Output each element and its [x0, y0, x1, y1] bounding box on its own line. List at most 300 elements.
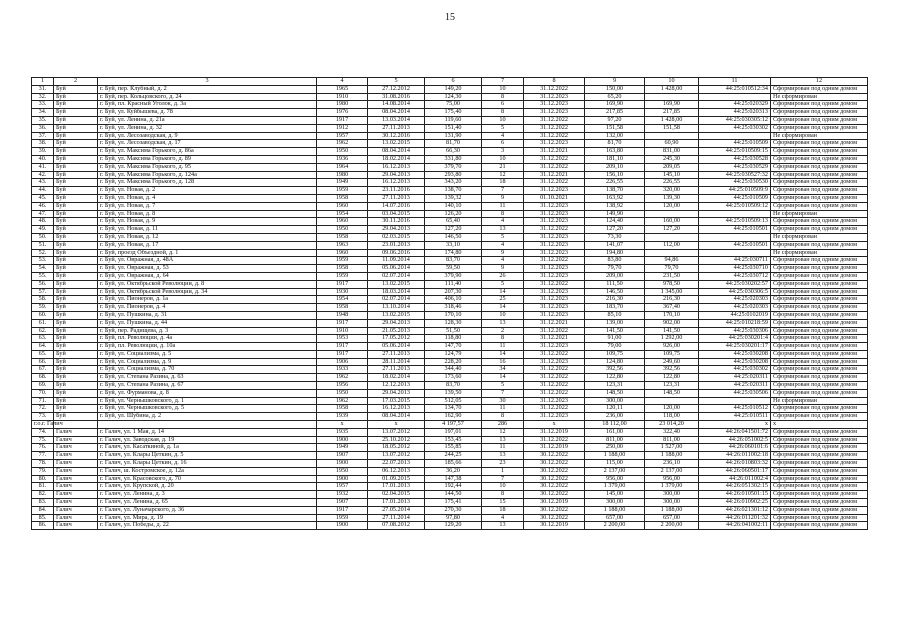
table-cell: 978,50 — [645, 280, 699, 288]
table-cell: 831,00 — [645, 148, 699, 156]
table-cell: 18 — [482, 179, 524, 187]
table-cell: 270,30 — [425, 506, 482, 514]
table-cell: Сформирован под одним домом — [771, 288, 868, 296]
table-cell: 1959 — [317, 514, 368, 522]
table-cell: 1900 — [317, 460, 368, 468]
table-cell: 8 — [482, 491, 524, 499]
table-cell: 1953 — [317, 335, 368, 343]
table-cell: 134,70 — [425, 405, 482, 413]
table-cell: 11 — [482, 202, 524, 210]
table-cell: 141,07 — [585, 241, 645, 249]
table-cell: 657,00 — [645, 514, 699, 522]
table-cell: г. Галич, ул. 1 Мая, д. 14 — [98, 428, 317, 436]
table-cell: 70. — [32, 389, 54, 397]
table-cell: 44:26:010501:15 — [699, 491, 771, 499]
table-cell: 31.12.2022 — [524, 405, 585, 413]
table-cell: 1 188,00 — [585, 452, 645, 460]
table-cell: 44:25:030305:12 — [699, 116, 771, 124]
table-cell: 82. — [32, 491, 54, 499]
table-cell: 120,11 — [585, 405, 645, 413]
table-cell: Галич — [54, 444, 98, 452]
table-cell: г. Буй, ул. Фурманова, д. 8 — [98, 389, 317, 397]
table-cell: Буй — [54, 179, 98, 187]
table-cell: Сформирован под одним домом — [771, 194, 868, 202]
table-cell: 94,86 — [645, 257, 699, 265]
table-cell: Сформирован под одним домом — [771, 444, 868, 452]
table-cell: 926,00 — [645, 343, 699, 351]
table-cell: 31.12.2023 — [524, 93, 585, 101]
table-cell: 1917 — [317, 343, 368, 351]
table-cell: г. Буй, ул. Новая, д. 2 — [98, 187, 317, 195]
table-cell: 1 428,00 — [645, 85, 699, 93]
table-cell: 5 — [482, 233, 524, 241]
table-cell: Буй — [54, 296, 98, 304]
table-cell: 4 — [317, 78, 368, 86]
table-cell: Сформирован под одним домом — [771, 109, 868, 117]
table-cell: 13.03.2014 — [368, 116, 425, 124]
table-cell: 228,20 — [425, 358, 482, 366]
table-cell: Сформирован под одним домом — [771, 350, 868, 358]
table-cell: 85. — [32, 514, 54, 522]
table-cell: 3 — [98, 78, 317, 86]
table-cell: Галич — [54, 428, 98, 436]
table-cell: 38. — [32, 140, 54, 148]
table-cell: 1 188,00 — [645, 506, 699, 514]
table-cell: 52. — [32, 249, 54, 257]
table-cell: 155,85 — [425, 444, 482, 452]
table-cell: 44:26:041501:72 — [699, 428, 771, 436]
table-cell: 9 — [585, 78, 645, 86]
table-cell: 1960 — [317, 249, 368, 257]
table-cell: 23.01.2013 — [368, 241, 425, 249]
table-cell: 81,70 — [425, 140, 482, 148]
table-cell: 30.11.2016 — [368, 218, 425, 226]
table-cell: 1948 — [317, 311, 368, 319]
table-cell: 811,00 — [645, 436, 699, 444]
table-cell: 46. — [32, 202, 54, 210]
table-cell: 7 — [482, 389, 524, 397]
table-cell: 31.12.2023 — [524, 140, 585, 148]
table-cell: 161,00 — [585, 428, 645, 436]
table-cell: 31.12.2023 — [524, 210, 585, 218]
table-cell: 7 — [482, 475, 524, 483]
table-cell: Сформирован под одним домом — [771, 304, 868, 312]
table-cell: 33,10 — [425, 241, 482, 249]
table-cell: 31.08.2016 — [368, 93, 425, 101]
table-cell: 13.02.2015 — [368, 280, 425, 288]
table-cell: 30.12.2022 — [524, 452, 585, 460]
table-cell: 343,20 — [425, 179, 482, 187]
table-cell: 31.12.2022 — [524, 280, 585, 288]
table-cell: Сформирован под одним домом — [771, 155, 868, 163]
table-cell: 36,20 — [425, 467, 482, 475]
table-cell: 31.12.2019 — [524, 428, 585, 436]
table-cell: 31.12.2023 — [524, 249, 585, 257]
table-cell: г. Буй, ул. Максима Горького, д. 128 — [98, 179, 317, 187]
table-cell: 1964 — [317, 163, 368, 171]
table-cell: 34 — [482, 366, 524, 374]
table-cell: 1976 — [317, 109, 368, 117]
table-cell: 31.12.2023 — [524, 413, 585, 421]
table-cell: г. Буй, пер. Радищева, д. 3 — [98, 327, 317, 335]
table-cell: 79,70 — [645, 265, 699, 273]
table-cell: 05.06.2014 — [368, 343, 425, 351]
table-cell: 44:25:010501 — [699, 226, 771, 234]
table-cell: 80. — [32, 475, 54, 483]
table-cell: 2 137,00 — [585, 467, 645, 475]
table-cell: 31.12.2022 — [524, 257, 585, 265]
table-cell: Сформирован под одним домом — [771, 389, 868, 397]
table-cell: 119,60 — [425, 116, 482, 124]
table-cell: 145,00 — [585, 491, 645, 499]
table-cell: x — [368, 421, 425, 429]
table-cell: г. Буй, ул. Чернышковского, д. 1 — [98, 397, 317, 405]
table-body — [32, 78, 868, 530]
table-cell: 249,60 — [645, 358, 699, 366]
table-cell: 1 292,00 — [645, 335, 699, 343]
table-cell: Сформирован под одним домом — [771, 116, 868, 124]
table-cell: 77. — [32, 452, 54, 460]
table-cell: 29.04.2013 — [368, 226, 425, 234]
table-cell: 1900 — [317, 475, 368, 483]
table-cell: Сформирован под одним домом — [771, 140, 868, 148]
table-row — [32, 163, 868, 171]
table-cell: 956,00 — [645, 475, 699, 483]
table-cell: 25 — [482, 296, 524, 304]
table-cell: 1 428,00 — [645, 116, 699, 124]
table-cell: 111,40 — [425, 280, 482, 288]
table-cell: 84. — [32, 506, 54, 514]
table-cell: 1907 — [317, 452, 368, 460]
table-cell: г. Буй, ул. Максима Горького, д. 89 — [98, 155, 317, 163]
table-row — [32, 522, 868, 530]
table-cell: 78. — [32, 460, 54, 468]
table-cell: 13.02.2015 — [368, 140, 425, 148]
table-cell: 5 — [482, 280, 524, 288]
table-cell: 170,10 — [645, 311, 699, 319]
table-cell: 379,70 — [425, 163, 482, 171]
table-cell: Буй — [54, 265, 98, 273]
table-cell: 1958 — [317, 194, 368, 202]
table-cell: г. Буй, ул. Овражная, д. 53 — [98, 265, 317, 273]
table-cell: 322,40 — [645, 428, 699, 436]
table-cell: Галич — [54, 467, 98, 475]
table-row — [32, 319, 868, 327]
table-cell: 1957 — [317, 132, 368, 140]
table-cell: 31.12.2023 — [524, 304, 585, 312]
table-cell: 1962 — [317, 397, 368, 405]
table-cell: 63. — [32, 335, 54, 343]
table-row — [32, 389, 868, 397]
table-cell: 03.04.2015 — [368, 210, 425, 218]
table-cell: 144,50 — [425, 491, 482, 499]
table-cell: Галич — [54, 506, 98, 514]
table-cell: 31.12.2022 — [524, 389, 585, 397]
table-cell: 81. — [32, 483, 54, 491]
table-cell: 64. — [32, 343, 54, 351]
table-cell: Сформирован под одним домом — [771, 319, 868, 327]
table-cell: 209,05 — [645, 163, 699, 171]
table-cell: 31.12.2023 — [524, 358, 585, 366]
table-cell: 72. — [32, 405, 54, 413]
table-cell: 209,00 — [585, 272, 645, 280]
table-cell: 109,75 — [585, 350, 645, 358]
table-cell: 1 345,00 — [645, 288, 699, 296]
table-cell: 1939 — [317, 413, 368, 421]
table-cell: г. Буй, ул. Чернышковского, д. 5 — [98, 405, 317, 413]
table-cell: 1963 — [317, 241, 368, 249]
table-cell: 122,80 — [645, 374, 699, 382]
table-cell: 131,90 — [425, 132, 482, 140]
table-cell: 91,00 — [585, 335, 645, 343]
table-cell: 9 — [482, 194, 524, 202]
table-cell: 21 — [482, 163, 524, 171]
table-cell: 06.12.2013 — [368, 467, 425, 475]
table-cell: г. Буй, пл. Революции, д. 4а — [98, 335, 317, 343]
table-cell: г. Буй, ул. Октябрьской Революции, д. 8 — [98, 280, 317, 288]
table-cell: 4 — [482, 132, 524, 140]
table-cell: 31.12.2023 — [524, 109, 585, 117]
table-cell: 5 — [482, 124, 524, 132]
table-cell: Сформирован под одним домом — [771, 257, 868, 265]
table-cell: 118,00 — [645, 413, 699, 421]
table-cell: 31.12.2022 — [524, 366, 585, 374]
table-cell: Галич — [54, 483, 98, 491]
table-cell: 17.01.2013 — [368, 499, 425, 507]
table-cell: 62. — [32, 327, 54, 335]
table-cell: 13 — [482, 452, 524, 460]
table-cell: Буй — [54, 413, 98, 421]
table-cell: 44:25:0102019 — [699, 311, 771, 319]
table-cell: 29.04.2013 — [368, 171, 425, 179]
table-cell: 245,30 — [645, 155, 699, 163]
table-cell: 1917 — [317, 280, 368, 288]
table-cell: Сформирован под одним домом — [771, 85, 868, 93]
table-cell: 293,80 — [425, 171, 482, 179]
table-cell: 44:25:030202:57 — [699, 280, 771, 288]
table-cell: 44:25:010512 — [699, 405, 771, 413]
table-cell: 31.12.2022 — [524, 374, 585, 382]
table-cell: 236,10 — [645, 460, 699, 468]
table-cell: Буй — [54, 148, 98, 156]
table-cell: г. Буй, ул. Овражная, д. 48А — [98, 257, 317, 265]
table-cell: 1900 — [317, 436, 368, 444]
table-cell: 151,58 — [585, 124, 645, 132]
table-cell: 44:25:010509:9 — [699, 187, 771, 195]
table-cell: 56. — [32, 280, 54, 288]
table-cell: 44:25:030506 — [699, 389, 771, 397]
table-cell: 18.02.2014 — [368, 155, 425, 163]
table-cell: 59,50 — [425, 265, 482, 273]
table-cell: 1980 — [317, 101, 368, 109]
table-cell: 13 — [482, 226, 524, 234]
table-cell: 141,50 — [585, 327, 645, 335]
table-cell: 44:25:010509:12 — [699, 202, 771, 210]
table-cell: 83. — [32, 499, 54, 507]
table-cell: 170,10 — [425, 311, 482, 319]
table-cell: 9 — [482, 265, 524, 273]
table-cell: 4 — [482, 257, 524, 265]
table-cell: 76. — [32, 444, 54, 452]
table-cell: г. Буй, ул. Социализма, д. 5 — [98, 350, 317, 358]
table-cell: 09.06.2016 — [368, 249, 425, 257]
table-cell: 44:25:030710 — [699, 265, 771, 273]
table-cell: г. Буй, ул. Пионеров, д. 4 — [98, 304, 317, 312]
table-cell: 128,30 — [425, 319, 482, 327]
table-cell: 1950 — [317, 226, 368, 234]
table-cell: 31.12.2022 — [524, 155, 585, 163]
table-cell: 6 — [425, 78, 482, 86]
table-cell: Сформирован под одним домом — [771, 499, 868, 507]
table-cell: Галич — [54, 436, 98, 444]
table-cell: 175,40 — [425, 109, 482, 117]
table-cell: 02.07.2014 — [368, 272, 425, 280]
table-cell: Не сформирован — [771, 233, 868, 241]
table-cell: 217,85 — [645, 109, 699, 117]
table-cell: Сформирован под одним домом — [771, 460, 868, 468]
table-cell: Буй — [54, 202, 98, 210]
table-cell: Сформирован под одним домом — [771, 171, 868, 179]
table-cell: 141,50 — [645, 327, 699, 335]
table-cell: 44:26:010902:25 — [699, 499, 771, 507]
table-cell: 8 — [524, 78, 585, 86]
table-cell: 2 200,00 — [645, 522, 699, 530]
table-cell: г. Буй, ул. Степана Разина, д. 67 — [98, 382, 317, 390]
table-cell: 30.12.2022 — [524, 514, 585, 522]
table-cell: Сформирован под одним домом — [771, 296, 868, 304]
table-cell: 2 200,00 — [585, 522, 645, 530]
table-cell: 31.12.2022 — [524, 132, 585, 140]
table-cell: 1 188,00 — [645, 452, 699, 460]
table-cell: 44:25:010509 — [699, 194, 771, 202]
table-cell: Галич — [54, 491, 98, 499]
table-cell: 27.11.2013 — [368, 366, 425, 374]
table-cell: 231,50 — [645, 272, 699, 280]
table-cell: г. Галич, ул. Заводская, д. 19 — [98, 436, 317, 444]
table-cell: 44:25:020329 — [699, 101, 771, 109]
table-cell: 14 — [482, 288, 524, 296]
table-cell: Сформирован под одним домом — [771, 241, 868, 249]
table-cell: 146,50 — [585, 288, 645, 296]
table-cell: Сформирован под одним домом — [771, 226, 868, 234]
table-cell: 1949 — [317, 179, 368, 187]
table-cell: 83,70 — [425, 382, 482, 390]
table-cell: Буй — [54, 397, 98, 405]
table-cell: 10 — [482, 483, 524, 491]
table-cell: 127,20 — [585, 226, 645, 234]
table-cell: 18.02.2014 — [368, 374, 425, 382]
table-cell: Буй — [54, 319, 98, 327]
table-cell: 14.07.2016 — [368, 202, 425, 210]
table-cell: Буй — [54, 288, 98, 296]
table-cell: Сформирован под одним домом — [771, 218, 868, 226]
table-cell: г. Буй, ул. Лесозаводская, д. 17 — [98, 140, 317, 148]
table-cell: Сформирован под одним домом — [771, 491, 868, 499]
table-cell: Сформирован под одним домом — [771, 327, 868, 335]
table-cell: 73,30 — [585, 233, 645, 241]
table-cell: 147,70 — [425, 343, 482, 351]
table-cell: 44:25:030201:17 — [699, 343, 771, 351]
table-cell: Не сформирован — [771, 210, 868, 218]
table-cell: Сформирован под одним домом — [771, 483, 868, 491]
table-cell: 75,00 — [425, 101, 482, 109]
table-cell: Не сформирован — [771, 397, 868, 405]
table-cell: 44:25:030530 — [699, 179, 771, 187]
table-cell: Буй — [54, 280, 98, 288]
table-cell: 59. — [32, 304, 54, 312]
table-cell: 11 — [482, 444, 524, 452]
table-cell: 367,40 — [645, 304, 699, 312]
table-cell: 1900 — [317, 522, 368, 530]
table-cell: Буй — [54, 249, 98, 257]
table-cell: Сформирован под одним домом — [771, 272, 868, 280]
table-cell: 192,44 — [425, 483, 482, 491]
table-cell: 1960 — [317, 202, 368, 210]
table-cell: 250,00 — [585, 444, 645, 452]
table-cell: Сформирован под одним домом — [771, 163, 868, 171]
table-cell: 02.03.2015 — [368, 233, 425, 241]
table-cell: 1906 — [317, 358, 368, 366]
table-cell: 1917 — [317, 350, 368, 358]
table-cell: Сформирован под одним домом — [771, 343, 868, 351]
table-cell: 57. — [32, 288, 54, 296]
table-cell: 86. — [32, 522, 54, 530]
table-cell: 236,00 — [585, 413, 645, 421]
table-cell: 14 — [482, 374, 524, 382]
table-cell: Буй — [54, 343, 98, 351]
table-cell: 6 — [482, 101, 524, 109]
table-cell: 226,55 — [645, 179, 699, 187]
table-cell: 31.12.2021 — [524, 335, 585, 343]
table-row — [32, 241, 868, 249]
table-cell: 27.11.2014 — [368, 514, 425, 522]
table-cell: 286 — [482, 421, 524, 429]
table-cell: 31.12.2023 — [524, 288, 585, 296]
table-cell: 160,00 — [645, 218, 699, 226]
table-cell: г. Галич, ул. Красовского, д. 70 — [98, 475, 317, 483]
table-cell: 66,30 — [425, 148, 482, 156]
table-cell: 13 — [482, 522, 524, 530]
table-cell: 12 — [482, 171, 524, 179]
table-cell: 12 — [482, 428, 524, 436]
table-cell: 14 — [482, 350, 524, 358]
table-cell: Сформирован под одним домом — [771, 101, 868, 109]
table-cell: 44:26:051302:15 — [699, 483, 771, 491]
table-cell: 6 — [482, 140, 524, 148]
table-cell: 79. — [32, 467, 54, 475]
table-cell: 26 — [482, 272, 524, 280]
table-cell: 392,56 — [585, 366, 645, 374]
table-cell: 45. — [32, 194, 54, 202]
table-cell: 138,70 — [425, 187, 482, 195]
table-cell: 1 — [32, 78, 54, 86]
table-cell: 169,90 — [585, 101, 645, 109]
table-cell: 18.05.2012 — [368, 444, 425, 452]
table-cell: 17.05.2012 — [368, 335, 425, 343]
table-cell: 44:25:030306 — [699, 327, 771, 335]
table-cell: 1912 — [317, 124, 368, 132]
table-cell: 17.01.2013 — [368, 483, 425, 491]
table-cell: Не сформирован — [771, 249, 868, 257]
table-cell: 31.12.2023 — [524, 202, 585, 210]
table-cell: г. Буй, ул. Новая, д. 11 — [98, 226, 317, 234]
table-cell: Буй — [54, 194, 98, 202]
table-cell: 27.11.2013 — [368, 124, 425, 132]
table-cell: 148,50 — [585, 389, 645, 397]
table-cell: 207,30 — [425, 288, 482, 296]
table-cell: г. Буй, ул. Максима Горького, д. 86а — [98, 148, 317, 156]
table-cell: 54. — [32, 265, 54, 273]
